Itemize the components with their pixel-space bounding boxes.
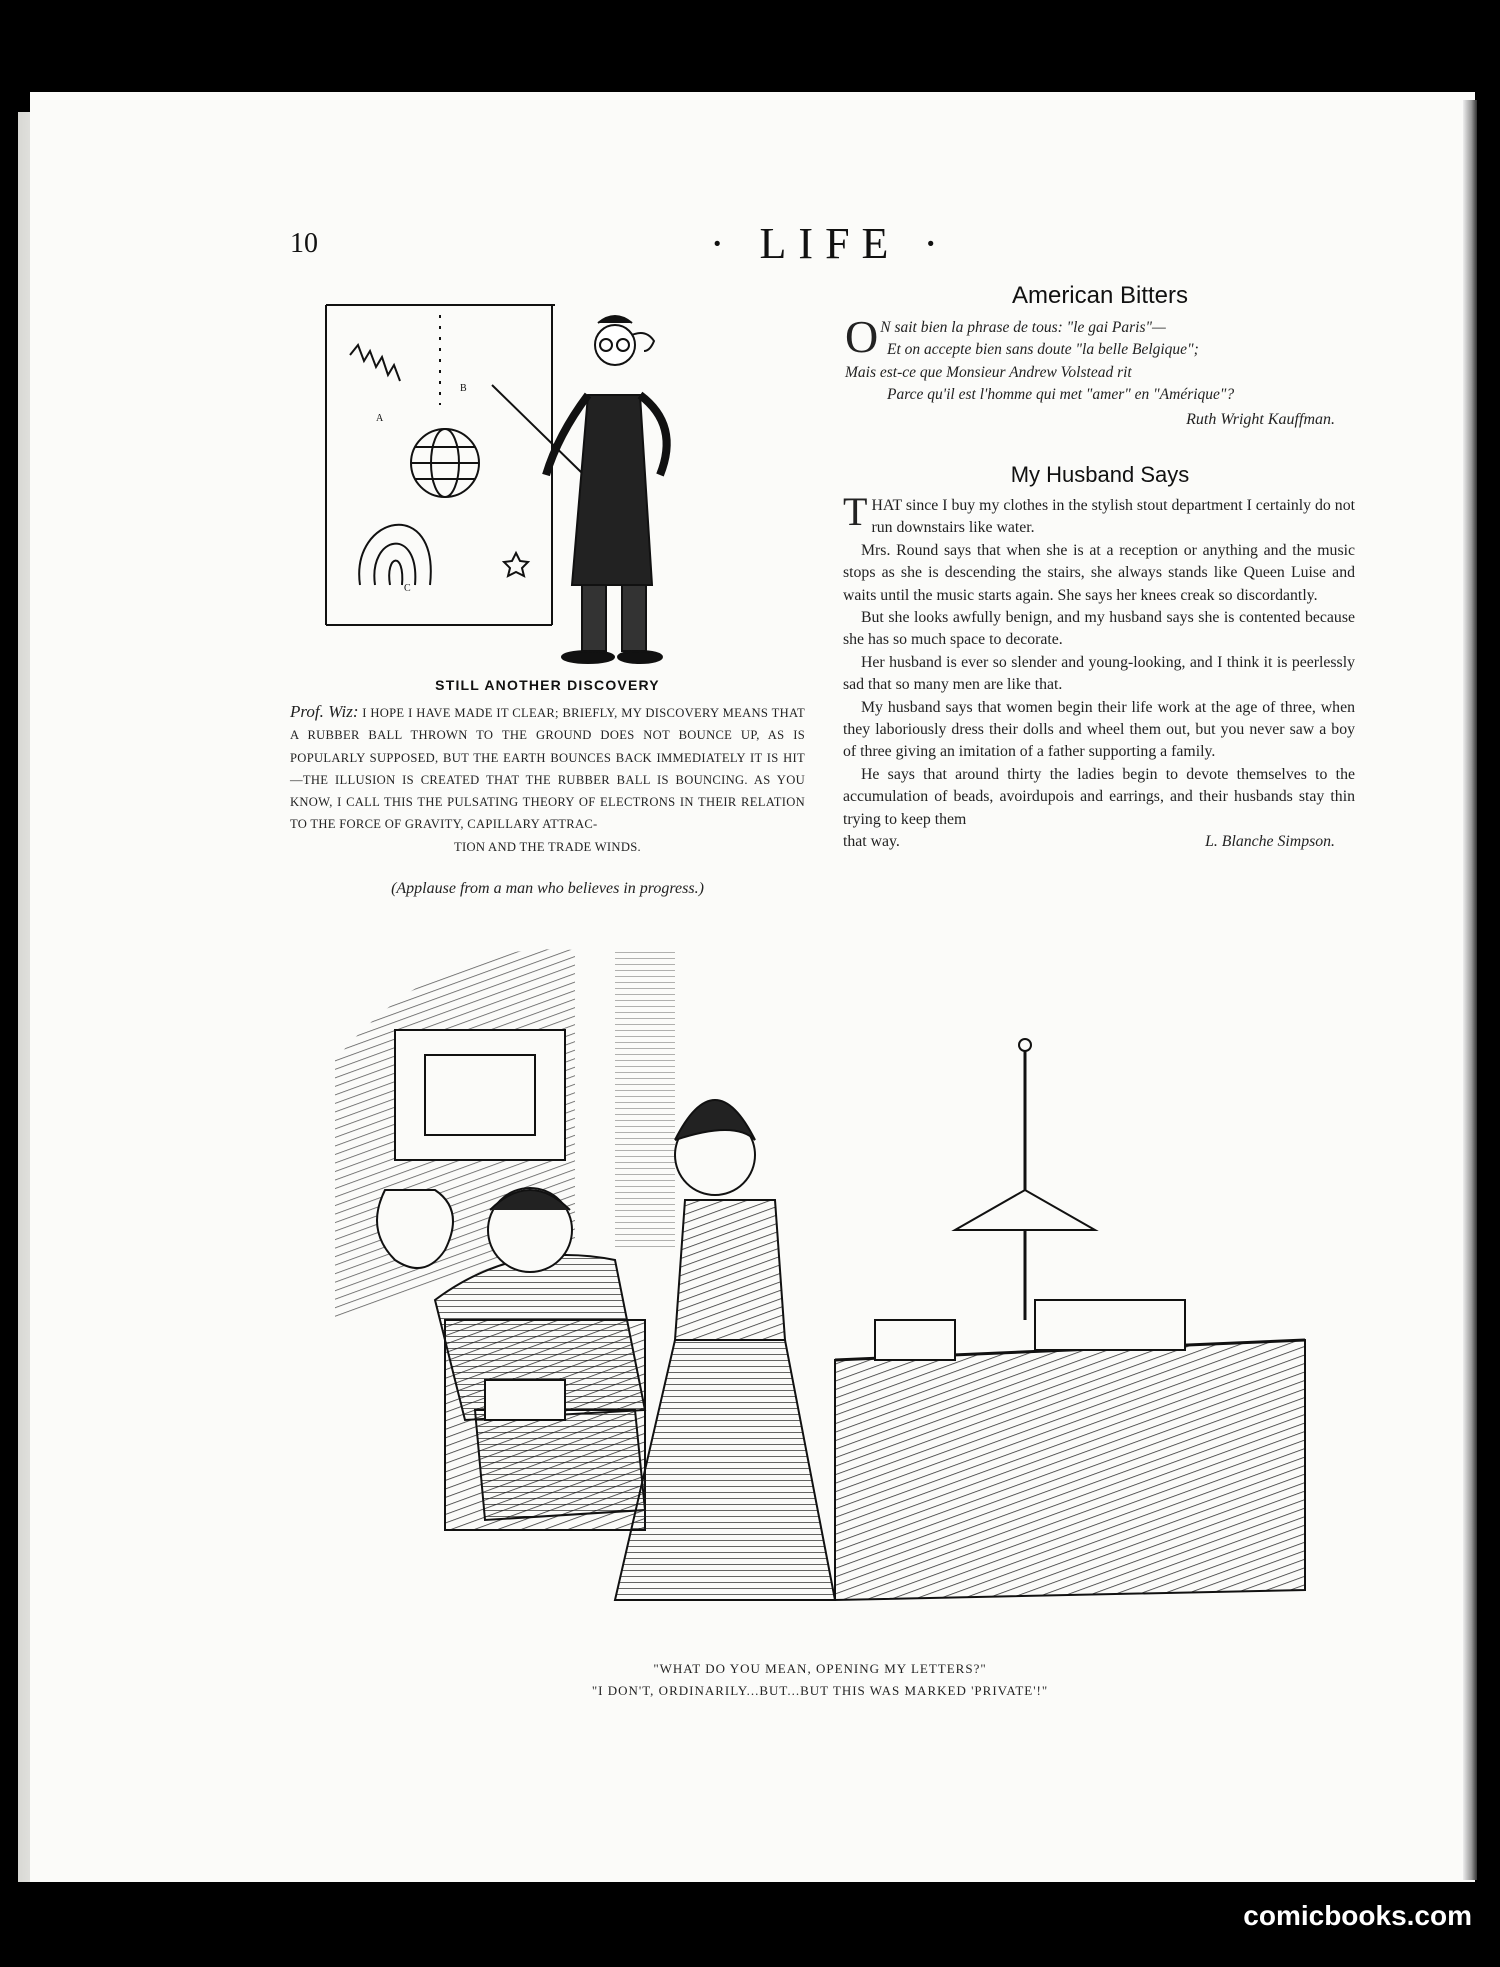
masthead-title: · LIFE · bbox=[709, 219, 951, 268]
site-watermark: comicbooks.com bbox=[1243, 1900, 1472, 1931]
poem-title: American Bitters bbox=[1011, 282, 1189, 309]
cartoon-dialogue-caption bbox=[320, 1658, 1320, 1702]
article-body bbox=[843, 489, 1355, 854]
poem-body bbox=[845, 311, 1365, 406]
article-paragraph: Her husband is ever so slender and young-looking, and I think it is peerlessly sad that so many men are like that. bbox=[843, 653, 1355, 694]
article-closing-row bbox=[843, 831, 1355, 853]
poem-author: Ruth Wright Kauffman. bbox=[1186, 411, 1335, 428]
caption-text-end: TION AND THE TRADE WINDS. bbox=[454, 839, 641, 854]
caption-speaker: Prof. Wiz: bbox=[290, 702, 359, 721]
poem-line: Mais est-ce que Monsieur Andrew Volstead rit bbox=[845, 363, 1132, 381]
book-right-edge bbox=[1463, 100, 1477, 1880]
svg-text:C: C bbox=[404, 583, 411, 594]
cartoon-caption-body bbox=[290, 701, 805, 858]
article-paragraph: He says that around thirty the ladies begin to devote themselves to the accumulation of beads, avoirdupois and earrings, and their husbands stay thin trying to keep them bbox=[843, 765, 1355, 828]
article-paragraph-text: HAT since I buy my clothes in the stylish stout department I certainly do not run downstairs like water. bbox=[871, 497, 1355, 537]
article-last-words: that way. bbox=[843, 833, 900, 851]
poem-line: Et on accepte bien sans doute "la belle Belgique"; bbox=[887, 341, 1199, 359]
svg-text:B: B bbox=[460, 383, 467, 394]
article-author: L. Blanche Simpson. bbox=[1205, 833, 1335, 851]
article-paragraph: My husband says that women begin their life work at the age of three, when they laboriously dress their dolls and wheel them out, but you never saw a boy of three giving an imitation of a father supporting a family. bbox=[843, 698, 1355, 761]
article-title: My Husband Says bbox=[1010, 462, 1190, 487]
caption-line-2: "I DON'T, ORDINARILY...BUT...BUT THIS WAS MARKED 'PRIVATE'!" bbox=[591, 1683, 1049, 1698]
poem-line: N sait bien la phrase de tous: "le gai Paris"— bbox=[880, 319, 1166, 336]
caption-applause-note: (Applause from a man who believes in progress.) bbox=[391, 880, 704, 897]
article-paragraph bbox=[843, 489, 1355, 540]
article-paragraph: But she looks awfully benign, and my husband says she is contented because she has so much space to decorate. bbox=[843, 609, 1355, 649]
page-number: 10 bbox=[290, 228, 318, 259]
letters-cartoon-illustration bbox=[315, 940, 1325, 1640]
svg-text:A: A bbox=[376, 413, 384, 424]
cartoon-caption-title: STILL ANOTHER DISCOVERY bbox=[435, 677, 660, 693]
professor-cartoon-illustration bbox=[320, 285, 790, 665]
article-drop-cap: T bbox=[843, 489, 868, 534]
poem-line: Parce qu'il est l'homme qui met "amer" en "Amérique"? bbox=[887, 385, 1235, 403]
caption-line-1: "WHAT DO YOU MEAN, OPENING MY LETTERS?" bbox=[653, 1661, 987, 1676]
caption-text: I HOPE I HAVE MADE IT CLEAR; BRIEFLY, MY DISCOVERY MEANS THAT A RUBBER BALL THROWN TO THE GROUND DOES NOT BOUNCE UP, AS IS POPULARLY SUPPOSED, BUT THE EARTH BOUNCES BACK IMMEDIATELY IT IS HIT—THE ILLUSION IS CREATED THAT THE RUBBER BALL IS BOUNCING. AS YOU KNOW, I CALL THIS THE PULSATING THEORY OF ELECTRONS IN THEIR RELATION TO THE FORCE OF GRAVITY, CAPILLARY ATTRAC- bbox=[290, 706, 805, 832]
poem-drop-cap: O bbox=[845, 311, 879, 362]
article-paragraph: Mrs. Round says that when she is at a reception or anything and the music stops as she is descending the stairs, she always stands like Queen Luise and waits until the music starts again. She says her knees creak so discordantly. bbox=[843, 541, 1355, 604]
